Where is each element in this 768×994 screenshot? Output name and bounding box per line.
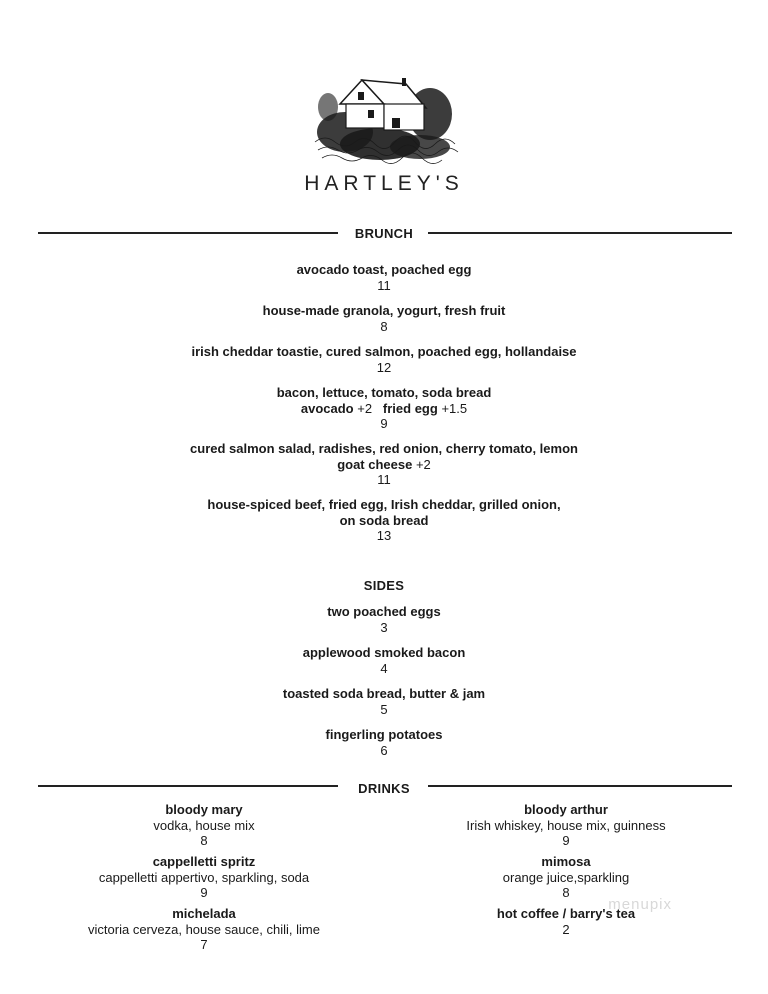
menu-item bbox=[0, 604, 768, 635]
drink-name: cappelletti spritz bbox=[152, 854, 256, 869]
item-price: 5 bbox=[380, 701, 388, 717]
section-title-sides: SIDES bbox=[363, 578, 405, 593]
item-price: 4 bbox=[380, 660, 388, 676]
drink-name: bloody mary bbox=[165, 802, 243, 817]
item-name: toasted soda bread, butter & jam bbox=[282, 686, 486, 701]
item-price: 8 bbox=[380, 318, 388, 334]
item-addons bbox=[0, 457, 768, 473]
drink-name: bloody arthur bbox=[524, 802, 608, 817]
drink-name: hot coffee / barry's tea bbox=[496, 906, 636, 921]
item-price: 13 bbox=[376, 528, 392, 543]
drink-desc: Irish whiskey, house mix, guinness bbox=[466, 817, 666, 833]
item-name: applewood smoked bacon bbox=[302, 645, 466, 660]
item-name-line2: on soda bread bbox=[339, 512, 429, 528]
drink-desc: vodka, house mix bbox=[153, 817, 255, 833]
drink-desc: victoria cerveza, house sauce, chili, lime bbox=[88, 921, 320, 937]
drink-price: 8 bbox=[200, 833, 208, 848]
section-title-drinks: DRINKS bbox=[358, 781, 410, 796]
drink-item bbox=[396, 854, 736, 901]
addon-label: avocado bbox=[300, 400, 354, 416]
item-name: house-spiced beef, fried egg, Irish cheddar, grilled onion, bbox=[207, 497, 561, 512]
drink-item bbox=[34, 802, 374, 849]
section-title-brunch: BRUNCH bbox=[354, 226, 414, 241]
menu-item bbox=[0, 344, 768, 375]
item-name: avocado toast, poached egg bbox=[296, 262, 472, 277]
drink-item bbox=[396, 906, 736, 937]
item-name: two poached eggs bbox=[327, 604, 441, 619]
menu-item bbox=[0, 645, 768, 676]
drink-price: 7 bbox=[200, 937, 208, 952]
item-price: 12 bbox=[376, 359, 392, 375]
item-name: bacon, lettuce, tomato, soda bread bbox=[276, 385, 492, 400]
drink-desc: orange juice,sparkling bbox=[502, 869, 630, 885]
brand-name: HARTLEY'S bbox=[304, 172, 464, 195]
menu-item bbox=[0, 303, 768, 334]
drink-desc: cappelletti appertivo, sparkling, soda bbox=[98, 869, 310, 885]
drink-name: mimosa bbox=[541, 854, 591, 869]
item-price: 3 bbox=[380, 619, 388, 635]
menu-item bbox=[0, 441, 768, 488]
item-price: 9 bbox=[380, 416, 388, 431]
cottage-logo-icon bbox=[310, 72, 460, 172]
item-name: house-made granola, yogurt, fresh fruit bbox=[262, 303, 506, 318]
menu-item bbox=[0, 686, 768, 717]
drink-price: 2 bbox=[562, 921, 570, 937]
item-price: 6 bbox=[380, 742, 388, 758]
addon-label: goat cheese bbox=[337, 456, 413, 472]
drink-item bbox=[34, 854, 374, 901]
item-price: 11 bbox=[377, 472, 391, 487]
drink-item bbox=[34, 906, 374, 953]
item-name: cured salmon salad, radishes, red onion, cherry tomato, lemon bbox=[190, 441, 578, 456]
menu-item bbox=[0, 385, 768, 432]
drink-price: 9 bbox=[200, 885, 208, 900]
addon-price: +2 bbox=[415, 456, 431, 472]
addon-price: +1.5 bbox=[441, 400, 468, 416]
addon-price: +2 bbox=[357, 400, 373, 416]
item-price: 11 bbox=[377, 277, 391, 293]
item-name: irish cheddar toastie, cured salmon, poached egg, hollandaise bbox=[191, 344, 577, 359]
watermark: menupix bbox=[608, 896, 672, 913]
menu-item bbox=[0, 497, 768, 544]
drink-price: 8 bbox=[562, 885, 570, 900]
addon-label: fried egg bbox=[382, 400, 438, 416]
item-addons bbox=[0, 401, 768, 417]
menu-item bbox=[0, 727, 768, 758]
item-name: fingerling potatoes bbox=[325, 727, 443, 742]
drink-item bbox=[396, 802, 736, 849]
drink-name: michelada bbox=[172, 906, 236, 921]
drink-price: 9 bbox=[562, 833, 570, 848]
menu-item bbox=[0, 262, 768, 293]
